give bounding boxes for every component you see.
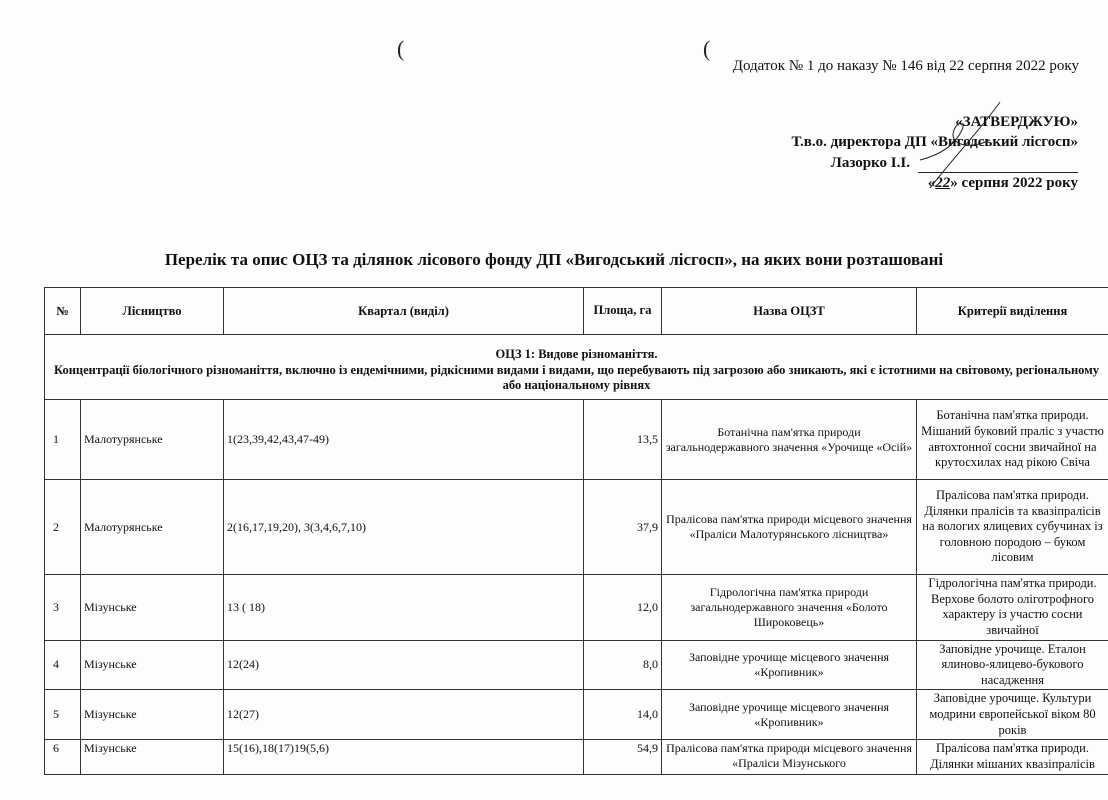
table-row <box>45 480 1108 575</box>
table-row <box>45 640 1108 690</box>
cell-criteria: Заповідне урочище. Еталон ялиново-ялицево-букового насадження <box>917 640 1108 690</box>
cell-forestry: Малотурянське <box>81 400 224 480</box>
cell-quarter: 13 ( 18) <box>224 575 584 641</box>
ocz-table <box>44 287 1108 775</box>
approver-name: Лазорко І.І. <box>830 154 910 171</box>
cell-criteria: Пралісова пам'ятка природи. Ділянки пралісів та квазіпралісів на вологих ялицевих субучинах із головною породою – буком лісовим <box>917 480 1108 575</box>
cell-criteria: Пралісова пам'ятка природи. Ділянки мішаних квазіпралісів <box>917 740 1108 774</box>
col-header-num: № <box>45 288 81 335</box>
scan-mark-left: ( <box>397 36 405 61</box>
table-row <box>45 740 1108 774</box>
section-description: Концентрації біологічного різноманіття, включно із ендемічними, рідкісними видами і видами, що перебувають під загрозою або зникають, які є істотними на світовому, регіональному або національному рівнях <box>54 362 1099 393</box>
annex-line: Додаток № 1 до наказу № 146 від 22 серпня 2022 року <box>732 58 1079 74</box>
document-title: Перелік та опис ОЦЗ та ділянок лісового фонду ДП «Вигодський лісгосп», на яких вони розташовані <box>164 250 944 269</box>
col-header-criteria: Критерії виділення <box>917 288 1108 335</box>
handwritten-signature <box>900 100 1040 190</box>
cell-quarter: 2(16,17,19,20), 3(3,4,6,7,10) <box>224 480 584 575</box>
cell-num: 5 <box>45 690 81 740</box>
cell-forestry: Малотурянське <box>81 480 224 575</box>
cell-ocz-name: Заповідне урочище місцевого значення «Кропивник» <box>662 690 917 740</box>
approver-position: Т.в.о. директора ДП «Вигодський лісгосп» <box>791 134 1078 151</box>
section-title: ОЦЗ 1: Видове різноманіття. <box>495 347 658 362</box>
section-row <box>45 335 1108 400</box>
cell-forestry: Мізунське <box>81 690 224 740</box>
cell-num: 4 <box>45 640 81 690</box>
cell-criteria: Ботанічна пам'ятка природи. Мішаний буковий праліс з участю автохтонної сосни звичайної на крутосхилах над рікою Свіча <box>917 400 1108 480</box>
cell-quarter: 15(16),18(17)19(5,6) <box>224 740 584 774</box>
cell-ocz-name: Заповідне урочище місцевого значення «Кропивник» <box>662 640 917 690</box>
cell-ocz-name: Гідрологічна пам'ятка природи загальнодержавного значення «Болото Широковець» <box>662 575 917 641</box>
approve-heading: «ЗАТВЕРДЖУЮ» <box>955 114 1078 130</box>
cell-area: 14,0 <box>584 690 662 740</box>
cell-num: 2 <box>45 480 81 575</box>
cell-area: 54,9 <box>584 740 662 774</box>
table-row <box>45 690 1108 740</box>
table-row <box>45 400 1108 480</box>
date-day: 22 <box>935 174 951 191</box>
cell-quarter: 1(23,39,42,43,47-49) <box>224 400 584 480</box>
cell-quarter: 12(24) <box>224 640 584 690</box>
date-prefix: « <box>927 174 936 191</box>
col-header-forestry: Лісництво <box>81 288 224 335</box>
col-header-quarter: Квартал (виділ) <box>224 288 584 335</box>
cell-area: 37,9 <box>584 480 662 575</box>
cell-area: 8,0 <box>584 640 662 690</box>
table-row <box>45 575 1108 641</box>
cell-criteria: Заповідне урочище. Культури модрини європейської віком 80 років <box>917 690 1108 740</box>
cell-forestry: Мізунське <box>81 575 224 641</box>
col-header-name: Назва ОЦЗТ <box>662 288 917 335</box>
section-cell <box>45 335 1108 400</box>
cell-forestry: Мізунське <box>81 740 224 774</box>
cell-num: 6 <box>45 740 81 774</box>
scan-mark-right: ( <box>703 36 711 61</box>
cell-num: 1 <box>45 400 81 480</box>
cell-ocz-name: Пралісова пам'ятка природи місцевого значення «Праліси Малотурянського лісництва» <box>662 480 917 575</box>
cell-area: 13,5 <box>584 400 662 480</box>
cell-num: 3 <box>45 575 81 641</box>
cell-ocz-name: Пралісова пам'ятка природи місцевого значення «Праліси Мізунського <box>662 740 917 774</box>
col-header-area: Площа, га <box>584 288 662 335</box>
cell-area: 12,0 <box>584 575 662 641</box>
cell-ocz-name: Ботанічна пам'ятка природи загальнодержавного значення «Урочище «Осій» <box>662 400 917 480</box>
cell-quarter: 12(27) <box>224 690 584 740</box>
date-suffix: » серпня 2022 року <box>950 174 1078 191</box>
cell-forestry: Мізунське <box>81 640 224 690</box>
table-header-row <box>45 288 1108 335</box>
cell-criteria: Гідрологічна пам'ятка природи. Верхове болото оліготрофного характеру із участю сосни звичайної <box>917 575 1108 641</box>
